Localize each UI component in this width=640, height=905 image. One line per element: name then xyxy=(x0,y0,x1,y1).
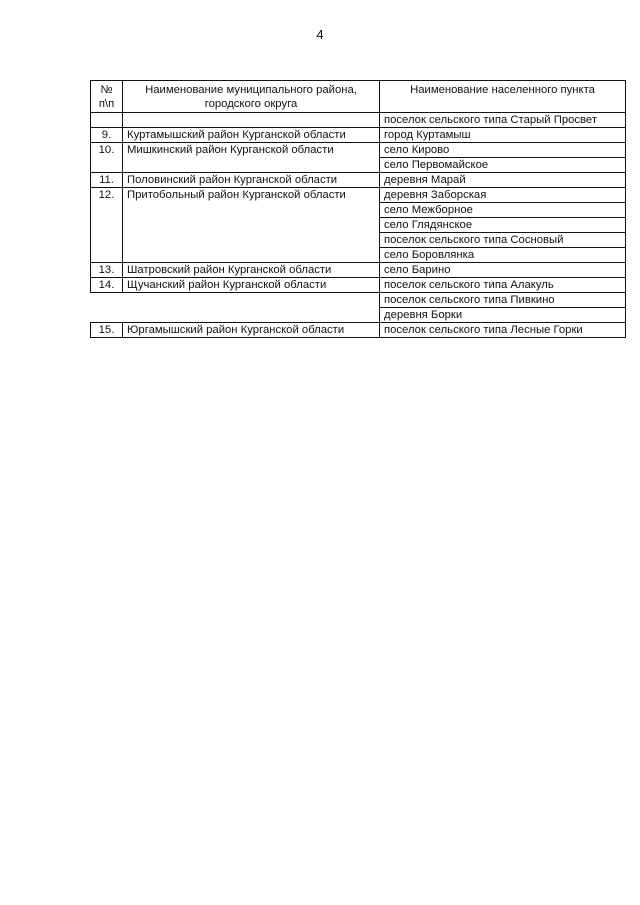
table-row xyxy=(91,143,626,158)
district-cell xyxy=(123,113,380,128)
header-district: Наименование муниципального района, городского округа xyxy=(123,81,380,113)
settlement-cell: село Глядянское xyxy=(380,218,626,233)
table-row xyxy=(91,113,626,128)
row-number-cell: 11. xyxy=(91,173,123,188)
table-row xyxy=(91,308,626,323)
settlement-cell: село Первомайское xyxy=(380,158,626,173)
district-cell: Щучанский район Курганской области xyxy=(123,278,380,293)
table-row xyxy=(91,323,626,338)
settlement-cell: село Боровлянка xyxy=(380,248,626,263)
table-row xyxy=(91,173,626,188)
table-row xyxy=(91,128,626,143)
page-number: 4 xyxy=(316,27,324,42)
row-number-cell: 12. xyxy=(91,188,123,263)
table-row xyxy=(91,278,626,293)
row-number-cell: 10. xyxy=(91,143,123,173)
row-number-cell: 15. xyxy=(91,323,123,338)
settlement-cell: поселок сельского типа Лесные Горки xyxy=(380,323,626,338)
district-cell: Мишкинский район Курганской области xyxy=(123,143,380,173)
table-header-row xyxy=(91,81,626,113)
settlement-cell: поселок сельского типа Пивкино xyxy=(380,293,626,308)
header-number: № п\п xyxy=(91,81,123,113)
district-cell: Куртамышский район Курганской области xyxy=(123,128,380,143)
settlements-table xyxy=(90,80,626,338)
empty-cell xyxy=(91,293,380,308)
district-cell: Притобольный район Курганской области xyxy=(123,188,380,263)
settlement-cell: город Куртамыш xyxy=(380,128,626,143)
settlement-cell: село Барино xyxy=(380,263,626,278)
district-cell: Половинский район Курганской области xyxy=(123,173,380,188)
row-number-cell: 14. xyxy=(91,278,123,293)
settlement-cell: поселок сельского типа Старый Просвет xyxy=(380,113,626,128)
row-number-cell: 9. xyxy=(91,128,123,143)
district-cell: Юргамышский район Курганской области xyxy=(123,323,380,338)
settlement-cell: село Кирово xyxy=(380,143,626,158)
table-row xyxy=(91,293,626,308)
table-row xyxy=(91,263,626,278)
settlement-cell: деревня Борки xyxy=(380,308,626,323)
settlement-cell: поселок сельского типа Сосновый xyxy=(380,233,626,248)
header-settlement: Наименование населенного пункта xyxy=(380,81,626,113)
row-number-cell xyxy=(91,113,123,128)
district-cell: Шатровский район Курганской области xyxy=(123,263,380,278)
row-number-cell: 13. xyxy=(91,263,123,278)
settlement-cell: поселок сельского типа Алакуль xyxy=(380,278,626,293)
empty-cell xyxy=(91,308,380,323)
settlement-cell: деревня Марай xyxy=(380,173,626,188)
settlement-cell: село Межборное xyxy=(380,203,626,218)
settlement-cell: деревня Заборская xyxy=(380,188,626,203)
table-row xyxy=(91,188,626,203)
